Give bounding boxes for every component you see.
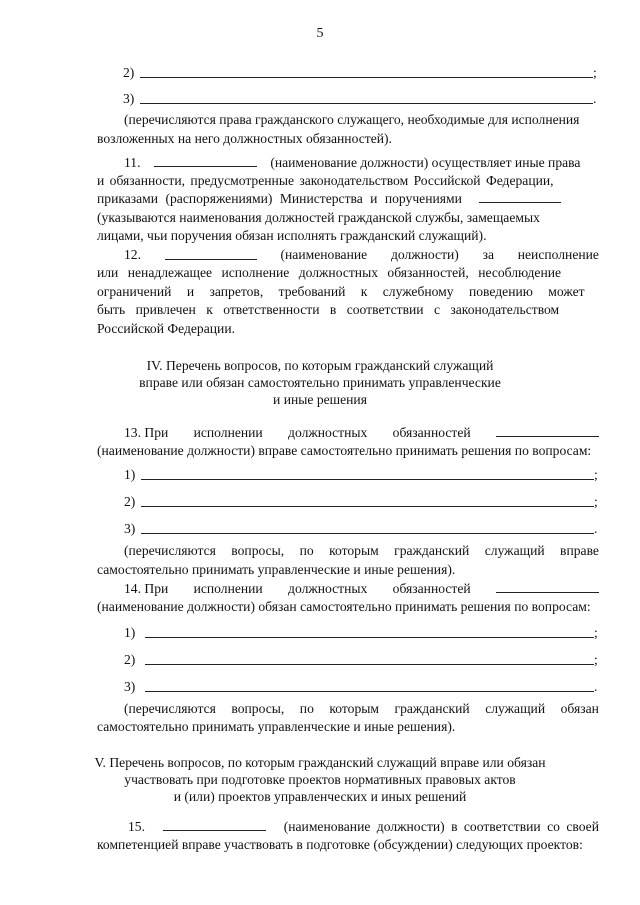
word: гражданский — [394, 701, 470, 716]
fill-line[interactable] — [145, 664, 594, 665]
fill-line[interactable] — [141, 506, 594, 507]
position-blank[interactable] — [163, 818, 266, 831]
fill-line[interactable] — [140, 103, 593, 104]
item-number: 1) — [124, 467, 136, 482]
word: за — [482, 247, 494, 262]
word: исполнении — [193, 425, 263, 440]
item-end: ; — [594, 467, 598, 482]
word: исполнении — [193, 581, 263, 596]
section-5-title-line3: и (или) проектов управленческих и иных решений — [173, 789, 467, 804]
section-5-title-line1: V. Перечень вопросов, по которым гражданский служащий вправе или обязан — [94, 755, 546, 770]
item-number: 3) — [124, 521, 136, 536]
word: (перечисляются — [124, 701, 216, 716]
word: должностных — [288, 425, 368, 440]
note-q1-line2: самостоятельно принимать управленческие и иные решения). — [97, 562, 456, 577]
word: которым — [329, 543, 379, 558]
position-blank[interactable] — [496, 580, 599, 593]
p11-line5: лицами, чьи поручения обязан исполнять гражданский служащий). — [97, 228, 487, 243]
list-item — [124, 624, 600, 642]
word: по — [299, 701, 314, 716]
fill-line[interactable] — [141, 533, 594, 534]
p11-text: и обязанности, предусмотренные законодательством Российской Федерации, — [97, 173, 554, 188]
list-item — [124, 493, 600, 511]
word: должностных — [288, 581, 368, 596]
word: служащий — [484, 543, 545, 558]
note-q2-line1 — [124, 700, 599, 718]
p15-line1 — [128, 818, 599, 836]
list-item — [124, 678, 600, 696]
word: вопросы, — [231, 543, 285, 558]
p11-line3 — [97, 190, 561, 208]
item-end: ; — [594, 494, 598, 509]
item-number: 2) — [123, 65, 135, 80]
word: вопросы, — [231, 701, 285, 716]
word: вправе — [560, 543, 599, 558]
item-number: 3) — [124, 679, 136, 694]
item-end: ; — [594, 625, 598, 640]
p13-line2: (наименование должности) вправе самостоятельно принимать решения по вопросам: — [97, 443, 592, 458]
word: должности) — [390, 247, 459, 262]
p11-text: (наименование должности) осуществляет иные права — [270, 155, 581, 170]
p11-line2 — [97, 172, 599, 190]
p14-line2: (наименование должности) обязан самостоятельно принимать решения по вопросам: — [97, 599, 591, 614]
fill-line[interactable] — [141, 479, 594, 480]
position-blank[interactable] — [165, 247, 257, 260]
word: по — [299, 543, 314, 558]
note-rights-line1: (перечисляются права гражданского служащего, необходимые для исполнения — [124, 112, 580, 127]
item-number: 3) — [123, 91, 135, 106]
instructions-blank[interactable] — [479, 190, 561, 203]
item-number: 1) — [124, 625, 136, 640]
section-4-title-line2: вправе или обязан самостоятельно принимать управленческие — [139, 375, 501, 390]
p11-line1 — [124, 154, 580, 172]
position-blank[interactable] — [154, 154, 257, 167]
list-item — [124, 651, 600, 669]
word: 14. При — [124, 581, 169, 596]
word: обязанностей — [392, 425, 471, 440]
word: (наименование — [280, 247, 368, 262]
word: гражданский — [394, 543, 470, 558]
page-number: 5 — [316, 26, 324, 41]
paragraph-number: 12. — [124, 247, 141, 262]
word: обязан — [560, 701, 599, 716]
fill-line[interactable] — [145, 691, 594, 692]
p12-line2: или ненадлежащее исполнение должностных обязанностей, несоблюдение — [97, 265, 562, 280]
item-number: 2) — [124, 494, 136, 509]
section-4-title-line1: IV. Перечень вопросов, по которым гражданский служащий — [146, 358, 494, 373]
list-item — [123, 90, 599, 108]
p12-line5: Российской Федерации. — [97, 321, 235, 336]
p15-text: (наименование должности) в соответствии со своей — [283, 819, 599, 834]
p12-line4: быть привлечен к ответственности в соответствии с законодательством — [97, 302, 560, 317]
word: 13. При — [124, 425, 169, 440]
p12-line3: ограничений и запретов, требований к служебному поведению может — [97, 284, 585, 299]
note-rights-line2: возложенных на него должностных обязанностей). — [97, 131, 392, 146]
word: неисполнение — [517, 247, 599, 262]
p12-line1 — [124, 246, 599, 264]
fill-line[interactable] — [145, 637, 594, 638]
item-end: ; — [594, 652, 598, 667]
position-blank[interactable] — [496, 424, 599, 437]
p11-text: приказами (распоряжениями) Министерства и поручениями — [97, 191, 462, 206]
item-number: 2) — [124, 652, 136, 667]
word: (перечисляются — [124, 543, 216, 558]
item-end: ; — [593, 65, 597, 80]
word: обязанностей — [392, 581, 471, 596]
item-end: . — [593, 91, 597, 106]
paragraph-number: 15. — [128, 819, 145, 834]
paragraph-number: 11. — [124, 155, 141, 170]
section-5-title-line2: участвовать при подготовке проектов нормативных правовых актов — [124, 772, 516, 787]
p11-line4: (указываются наименования должностей гражданской службы, замещаемых — [97, 210, 540, 225]
list-item — [124, 520, 600, 538]
section-4-title-line3: и иные решения — [273, 392, 367, 407]
p14-line1 — [124, 580, 599, 598]
word: которым — [329, 701, 379, 716]
note-q2-line2: самостоятельно принимать управленческие и иные решения). — [97, 719, 456, 734]
note-q1-line1 — [124, 542, 599, 560]
p13-line1 — [124, 424, 599, 442]
item-end: . — [594, 521, 598, 536]
list-item — [124, 466, 600, 484]
item-end: . — [594, 679, 598, 694]
word: служащий — [485, 701, 546, 716]
list-item — [123, 64, 599, 82]
fill-line[interactable] — [140, 77, 593, 78]
p15-line2: компетенцией вправе участвовать в подготовке (обсуждении) следующих проектов: — [97, 837, 583, 852]
